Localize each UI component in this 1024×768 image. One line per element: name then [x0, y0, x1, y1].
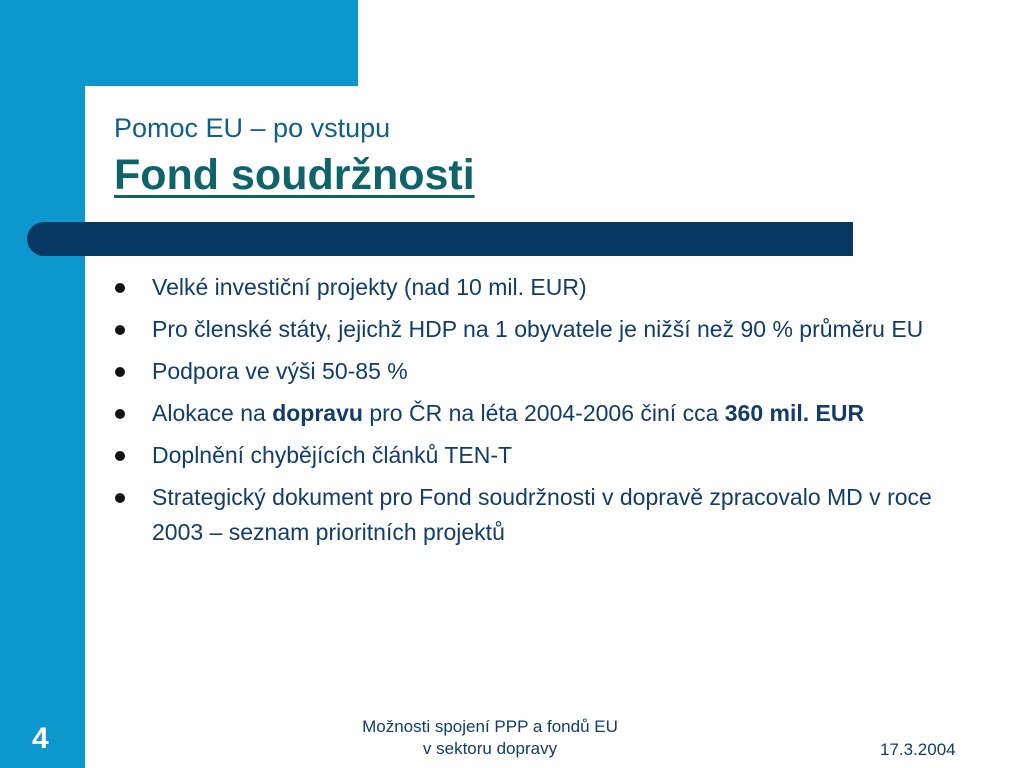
- bullet-text-bold: dopravu: [272, 400, 363, 426]
- title-divider-bar: [27, 222, 853, 256]
- list-item: [114, 354, 984, 389]
- list-item: [114, 396, 984, 431]
- footer-caption: [290, 716, 690, 760]
- bullet-dot-icon: [115, 325, 125, 335]
- bullet-dot-icon: [115, 493, 125, 503]
- bullet-text: [152, 484, 932, 545]
- list-item: [114, 312, 984, 347]
- bullet-text: [152, 442, 512, 468]
- footer-caption-line2: v sektoru dopravy: [422, 739, 558, 758]
- left-accent-strip: [0, 0, 85, 768]
- bullet-text: [152, 316, 923, 342]
- list-item: [114, 438, 984, 473]
- slide-title: Fond soudržnosti: [114, 151, 475, 199]
- bullet-dot-icon: [115, 367, 125, 377]
- bullet-dot-icon: [115, 283, 125, 293]
- bullet-text-run: Velké investiční projekty (nad 10 mil. EUR): [152, 274, 587, 300]
- bullet-text-run: Pro členské státy, jejichž HDP na 1 obyvatele je nižší než 90 % průměru EU: [152, 316, 924, 342]
- bullet-text-run: Podpora ve výši 50-85 %: [152, 358, 408, 384]
- bullet-text: [152, 358, 408, 384]
- bullet-list: [114, 270, 984, 557]
- bullet-dot-icon: [115, 409, 125, 419]
- bullet-text-bold: 360 mil. EUR: [724, 400, 865, 426]
- bullet-text-run: Alokace na: [152, 400, 273, 426]
- bullet-text-run: Doplnění chybějících článků TEN-T: [152, 442, 513, 468]
- footer-date: 17.3.2004: [880, 740, 956, 759]
- bullet-text: [152, 274, 587, 300]
- list-item: [114, 480, 984, 550]
- bullet-dot-icon: [115, 451, 125, 461]
- bullet-text-run: Strategický dokument pro Fond soudržnosti v dopravě zpracovalo MD v roce 2003 – seznam prioritních projektů: [152, 484, 932, 545]
- footer-caption-line1: Možnosti spojení PPP a fondů EU: [362, 717, 618, 736]
- page-number: 4: [32, 722, 49, 755]
- top-accent-band: [0, 0, 358, 86]
- bullet-text-run: pro ČR na léta 2004-2006 činí cca: [362, 400, 725, 426]
- bullet-text: [152, 400, 864, 426]
- list-item: [114, 270, 984, 305]
- slide-subtitle: Pomoc EU – po vstupu: [114, 113, 391, 143]
